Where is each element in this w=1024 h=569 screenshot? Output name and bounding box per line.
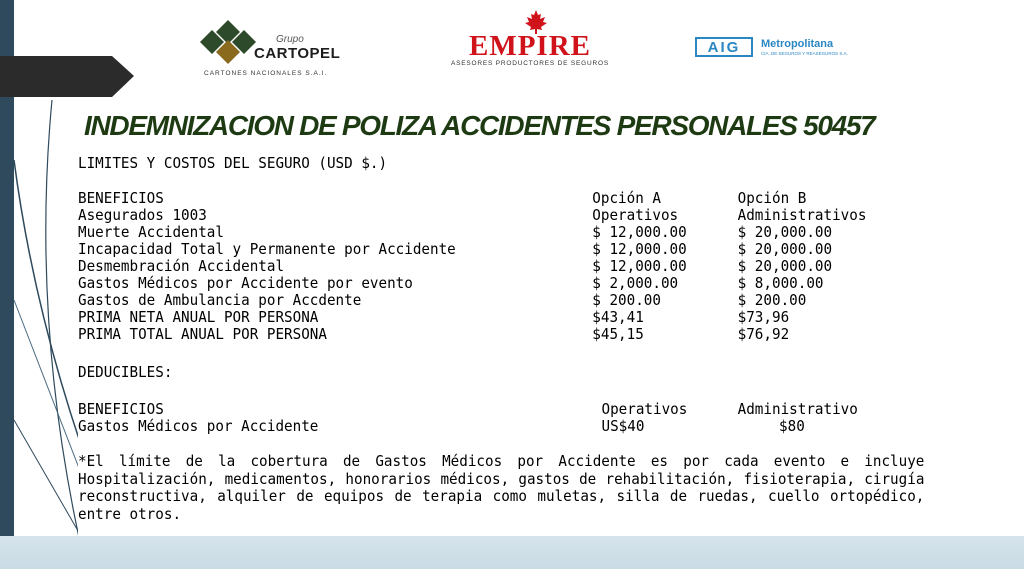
table-row-option-b: $ 20,000.00 [737, 223, 833, 241]
cartopel-mark-icon [200, 20, 256, 64]
table-row-option-b: $ 20,000.00 [737, 240, 833, 258]
table-row-option-b: $ 200.00 [737, 291, 807, 309]
cartopel-logo [196, 16, 346, 77]
table2-header-operativos: Operativos [601, 400, 688, 418]
table-row-option-a: $ 12,000.00 [592, 223, 687, 241]
table-row-operativos: US$40 [601, 417, 645, 435]
table1-subheader-operativos: Operativos [592, 206, 679, 224]
insurance-document [78, 148, 925, 536]
table-row-option-a: $45,15 [592, 325, 644, 343]
table-row-label: Desmembración Accidental [78, 257, 285, 275]
table-row-option-a: $ 12,000.00 [592, 257, 687, 275]
table2-header-administrativo: Administrativo [737, 400, 858, 418]
table2-header-beneficios: BENEFICIOS [78, 400, 164, 418]
empire-name: EMPIRE [469, 30, 591, 62]
bottom-band [0, 536, 1024, 569]
aig-name: Metropolitana [761, 38, 834, 50]
table-row-option-a: $ 2,000.00 [592, 274, 679, 292]
coverage-note: *El límite de la cobertura de Gastos Médicos por Accidente es por cada evento e incluye Hospitalización, medicamentos, honorarios médicos, gastos de rehabilitación, fisioterapia, cirugía reconstructiva, alquiler de equipos de terapia como muletas, silla de ruedas, cuello ortopédico, entre otros. [78, 452, 925, 523]
table1-header-beneficios: BENEFICIOS [78, 189, 164, 207]
table1-header-opcion-b: Opción B [737, 189, 807, 207]
cartopel-sub: CARTONES NACIONALES S.A.I. [204, 70, 328, 77]
table-row-option-a: $43,41 [592, 308, 644, 326]
table-row-label: PRIMA TOTAL ANUAL POR PERSONA [78, 325, 327, 343]
table-row-label: Muerte Accidental [78, 223, 224, 241]
table-row-label: Gastos Médicos por Accidente por evento [78, 274, 413, 292]
table1-header-opcion-a: Opción A [592, 189, 661, 207]
table1-subheader-administrativos: Administrativos [737, 206, 867, 224]
table-row-option-b: $ 8,000.00 [737, 274, 824, 292]
table-row-option-a: $ 200.00 [592, 291, 661, 309]
table-row-administrativo: $80 [779, 417, 805, 435]
table-row-label: PRIMA NETA ANUAL POR PERSONA [78, 308, 319, 326]
cartopel-name: CARTOPEL [254, 45, 341, 62]
aig-sub: CIA. DE SEGUROS Y REASEGUROS S.A. [761, 51, 848, 56]
aig-mark: AIG [695, 37, 753, 57]
deducibles-heading: DEDUCIBLES: [78, 363, 173, 381]
table-row-option-b: $76,92 [737, 325, 790, 343]
table-row-label: Gastos Médicos por Accidente [78, 417, 319, 435]
table1-subheader-asegurados: Asegurados 1003 [78, 206, 207, 224]
aig-metropolitana-logo [695, 36, 870, 62]
empire-sub: ASESORES PRODUCTORES DE SEGUROS [451, 60, 609, 67]
table-row-option-a: $ 12,000.00 [592, 240, 687, 258]
doc-heading: LIMITES Y COSTOS DEL SEGURO (USD $.) [78, 154, 388, 172]
table-row-label: Incapacidad Total y Permanente por Accidente [78, 240, 456, 258]
cartopel-grupo: Grupo [276, 34, 304, 45]
arrow-tab [0, 56, 134, 97]
table-row-option-b: $ 20,000.00 [737, 257, 833, 275]
empire-logo [430, 8, 630, 70]
table-row-option-b: $73,96 [737, 308, 790, 326]
page-title: INDEMNIZACION DE POLIZA ACCIDENTES PERSONALES 50457 [84, 110, 875, 141]
table-row-label: Gastos de Ambulancia por Accdente [78, 291, 362, 309]
